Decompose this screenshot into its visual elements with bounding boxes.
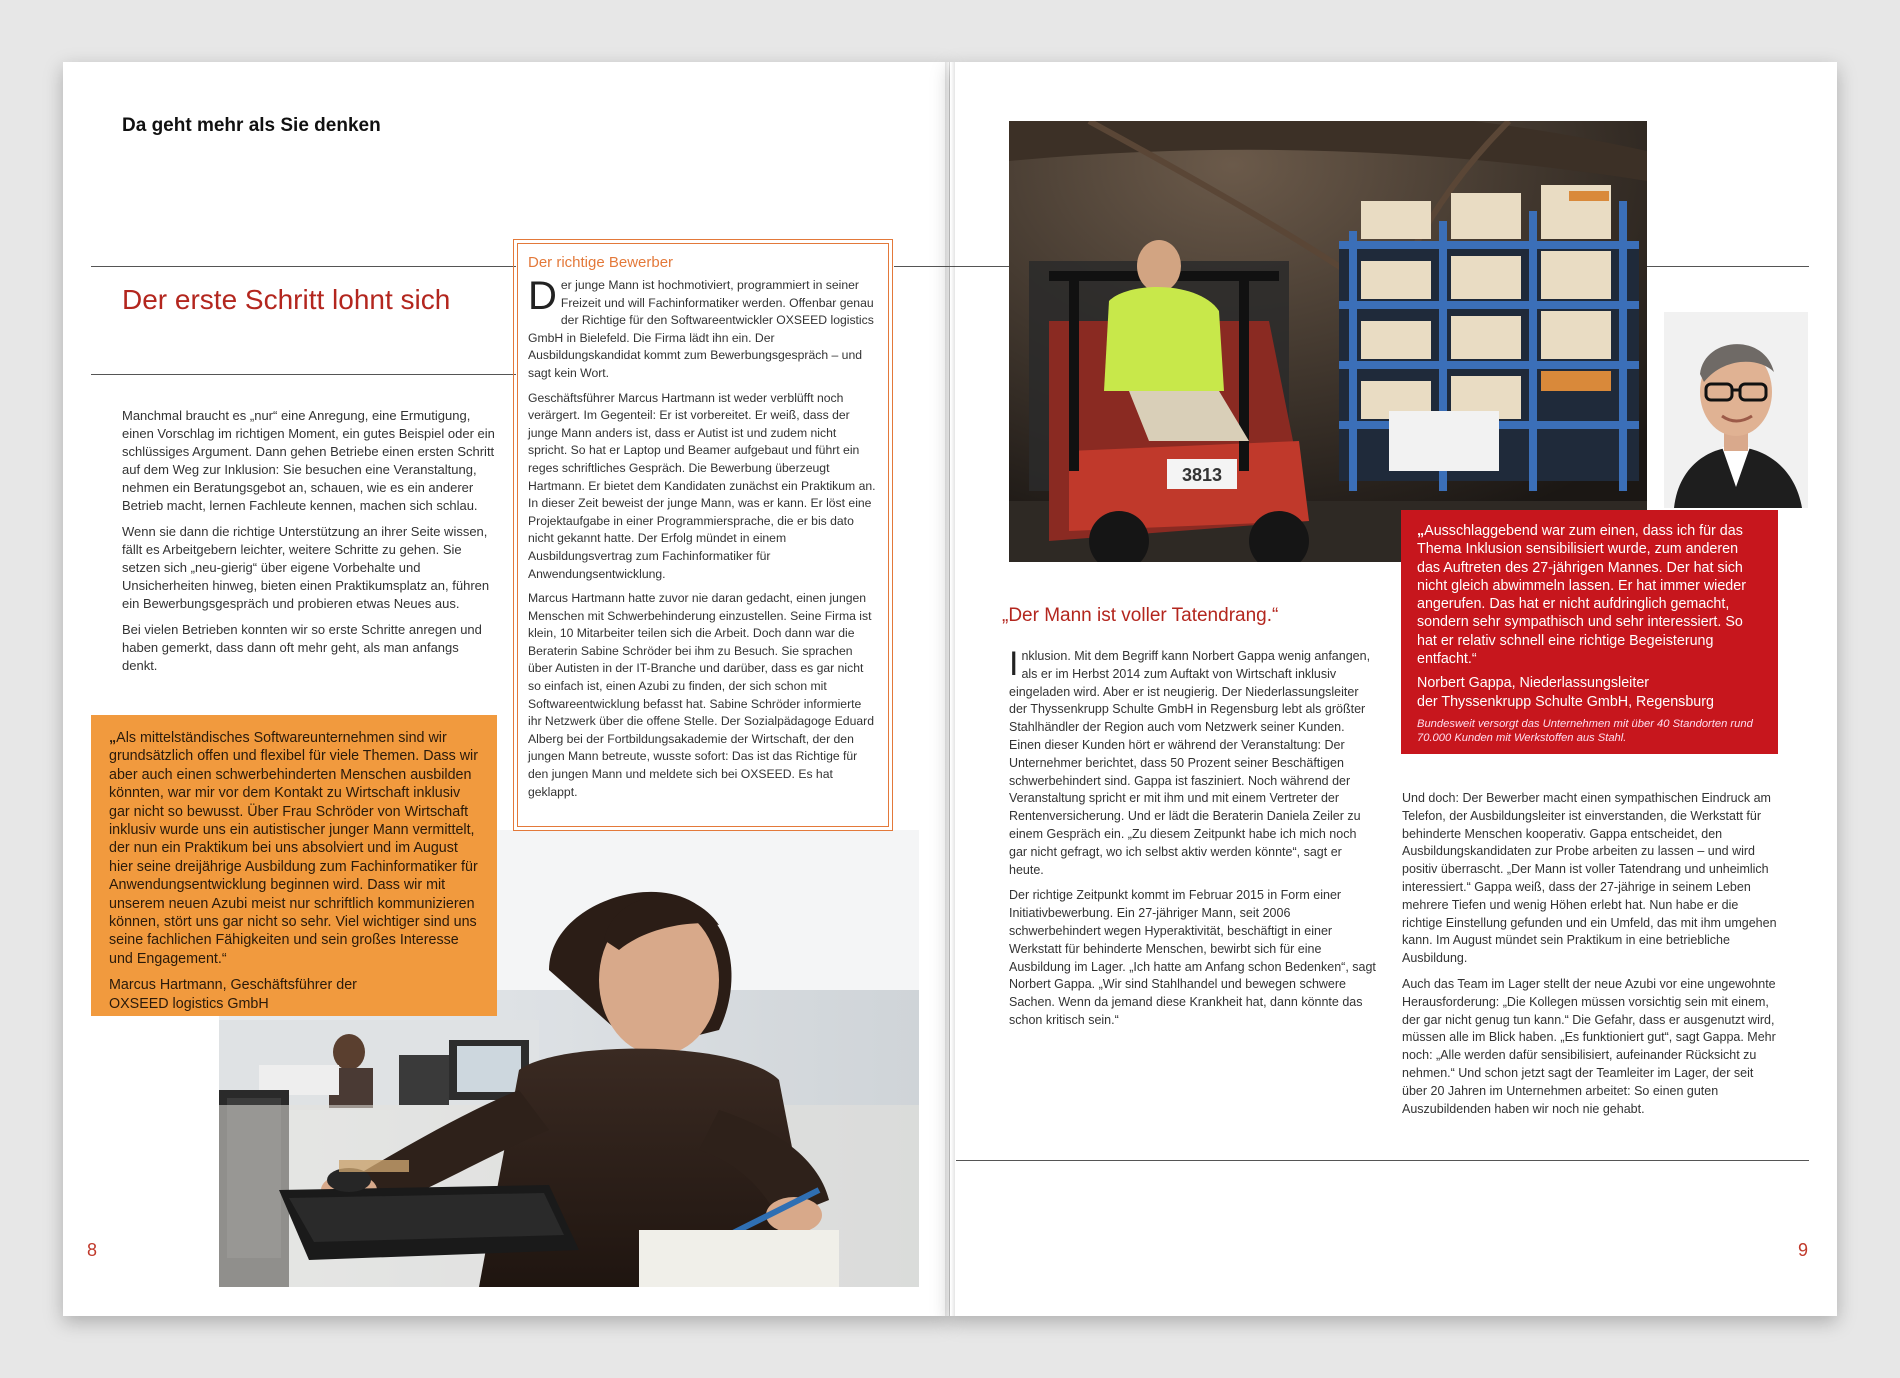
quote-body: Ausschlaggebend war zum einen, dass ich für das Thema Inklusion sensibilisiert wurde, zum anderen das Auftreten des 27-jährigen Mannes. Der hat sich nicht gleich abwimmeln lassen. Er hat immer wieder angerufen. Das hat er nicht aufdringlich gemacht, sondern sehr sympathisch und sehr interessiert. So hat er relativ schnell eine richtige Begeisterung entfacht.“ [1417, 523, 1746, 668]
rule-bottom-right [956, 1160, 1809, 1161]
column-paragraph: Auch das Team im Lager stellt der neue Azubi vor eine ungewohnte Herausforderung: „Die Kollegen müssen vorsichtig sein mit einem, der gar nicht genug tun kann.“ Die Gefahr, dass er ausgenutzt wird, müssen alle im Blick haben. „Es funktioniert gut“, sagt Gappa. Mehr noch: „Alle werden dafür sensibilisiert, aufeinander Rücksicht zu nehmen.“ Und schon jetzt sagt der Teamleiter im Lager, der seit über 20 Jahren im Unternehmen arbeitet: So einen guten Auszubildenden haben wir noch nie gehabt. [1402, 976, 1776, 1116]
red-quote-author [1417, 674, 1762, 711]
rule-top-right [1647, 266, 1809, 267]
box-paragraph: Marcus Hartmann hatte zuvor nie daran gedacht, einen jungen Menschen mit Schwerbehinderung einzustellen. Seine Firma ist klein, 10 Mitarbeiter teilen sich die Arbeit. Doch dann war die Beraterin Sabine Schröder bei ihm zu Besuch. Sie sprachen über Autisten in der IT-Branche und darüber, dass es gar nicht so einfach ist, einen Azubi zu finden, der sich schon mit Softwareentwicklung befasst hat. Sabine Schröder informierte ihr Netzwerk über die offene Stelle. Der Sozialpädagoge Eduard Alberg bei der Fortbildungsakademie der Wirtschaft, der den jungen Mann betreute, wusste sofort: Das ist das Richtige für den jungen Mann und meldete sich bei OXSEED. Es hat geklappt. [528, 591, 874, 799]
red-quote-note: Bundesweit versorgt das Unternehmen mit über 40 Standorten rund 70.000 Kunden mit Werkstoffen aus Stahl. [1417, 717, 1753, 744]
page-number-left: 8 [87, 1240, 98, 1260]
rule-bottom-left [91, 374, 516, 375]
quote-open-mark: „ [109, 730, 117, 746]
quote-author [109, 976, 483, 1013]
headline-left: Der erste Schritt lohnt sich [122, 284, 451, 315]
warehouse-photo-illustration [1009, 121, 1647, 562]
quote-author-line: Marcus Hartmann, Geschäftsführer der [109, 977, 357, 994]
intro-paragraph: Manchmal braucht es „nur“ eine Anregung, eine Ermutigung, einen Vorschlag im richtigen Moment, ein gutes Beispiel oder ein schlüssiges Argument. Dann gehen Betriebe einen ersten Schritt auf dem Weg zur Inklusion: Sie besuchen eine Veranstaltung, nehmen ein Beratungsgebot an, schauen, wie es ein anderer Betrieb macht, lernen Fachleute kennen, machen sich schlau. [122, 408, 495, 513]
quote-author-line: der Thyssenkrupp Schulte GmbH, Regensburg [1417, 693, 1714, 710]
quote-open-mark: „ [1417, 523, 1425, 539]
dropcap: D [528, 274, 557, 318]
box-text [528, 274, 878, 801]
intro-text [122, 407, 496, 683]
column-paragraph: Der richtige Zeitpunkt kommt im Februar 2015 in Form einer Initiativbewerbung. Ein 27-jähriger Mann, seit 2006 schwerbehindert wegen Hyperaktivität, beschäftigt in einer Werkstatt für behinderte Menschen, bewirbt sich für eine Ausbildung im Lager. „Ich hatte am Anfang schon Bedenken“, sagt Norbert Gappa. „Wir sind Stahlhandel und bewegen schwere Sachen. Wenn da jemand diese Krankheit hat, dann könnte das schon kritisch sein.“ [1009, 888, 1376, 1027]
book-spine [945, 62, 955, 1316]
dropcap: I [1009, 645, 1019, 683]
intro-paragraph: Bei vielen Betrieben konnten wir so erste Schritte anregen und haben gemerkt, dass dann oft mehr geht, als man anfangs denkt. [122, 622, 482, 673]
red-quote-box [1401, 510, 1778, 754]
column-paragraph: Und doch: Der Bewerber macht einen sympathischen Eindruck am Telefon, der Ausbildungsleiter ist einverstanden, die Werkstatt für behinderte Menschen kooperativ. Gappa entscheidet, den Ausbildungskandidaten zur Probe arbeiten zu lassen – und wird positiv überrascht. „Der Mann ist voller Tatendrang und unheimlich interessiert.“ Gappa weiß, dass der 27-jährige in seinem Leben mehrere Tiefen und wenig Höhen erlebt hat. Nun habe er die richtige Einstellung gefunden und ein Umfeld, das mit ihm umgehen kann. Im August mündet sein Praktikum in eine betriebliche Ausbildung. [1402, 791, 1777, 966]
column-paragraph: nklusion. Mit dem Begriff kann Norbert Gappa wenig anfangen, als er im Herbst 2014 zum Auftakt von Wirtschaft inklusiv eingeladen wird. Aber er ist neugierig. Der Niederlassungsleiter der Thyssenkrupp Schulte GmbH in Regensburg lebt als größter Stahlhändler der Region auch vom Netzwerk seiner Kunden. Einen dieser Kunden hört er während der Veranstaltung: Der Unternehmer berichtet, dass 50 Prozent seiner Beschäftigen schwerbehindert sind. Gappa ist fasziniert. Noch während der Veranstaltung spricht er mit ihm und mit einem Vertreter der Rentenversicherung. Und er lädt die Beraterin Daniela Zeiler zu einem Gespräch ein. „Zu diesem Zeitpunkt habe ich mich noch gar nicht gefragt, wo ich selbst aktiv werden könnte“, sagt er heute. [1009, 649, 1371, 877]
quote-author-line: OXSEED logistics GmbH [109, 995, 269, 1012]
box-paragraph: er junge Mann ist hochmotiviert, programmiert in seiner Freizeit und will Fachinformatiker werden. Offenbar genau der Richtige für den Softwareentwickler OXSEED logistics GmbH in Bielefeld. Die Firma lädt ihn ein. Der Ausbildungskandidat kommt zum Bewerbungsgespräch – und sagt kein Wort. [528, 278, 874, 380]
portrait-photo [1664, 312, 1808, 508]
page-number-right: 9 [1798, 1240, 1809, 1260]
story-box [517, 243, 889, 827]
headline-right: „Der Mann ist voller Tatendrang.“ [1002, 605, 1279, 626]
portrait-illustration [1664, 312, 1808, 508]
rule-top-left [91, 266, 516, 267]
red-quote-text [1417, 522, 1762, 668]
right-column-2 [1402, 790, 1777, 1126]
quote-text [109, 729, 483, 968]
right-column-1 [1009, 645, 1377, 1038]
box-paragraph: Geschäftsführer Marcus Hartmann ist weder verblüfft noch verärgert. Im Gegenteil: Er ist vorbereitet. Er weiß, dass der junge Mann anders ist, dass er Autist ist und zudem nicht spricht. So hat er Laptop und Beamer aufgebaut und führt ein reges schriftliches Gespräch. Die Bewerbung überzeugt Hartmann. Er bietet dem Kandidaten zunächst ein Praktikum an. In dieser Zeit beweist der junge Mann, was er kann. Er löst eine Projektaufgabe in einer Programmiersprache, die er bis dato nicht gekannt hatte. Der Erfolg mündet in einem Ausbildungsvertrag zum Fachinformatiker für Anwendungsentwicklung. [528, 390, 876, 581]
warehouse-photo [1009, 121, 1647, 562]
quote-body: Als mittelständisches Softwareunternehmen sind wir grundsätzlich offen und flexibel für viele Themen. Dass wir aber auch einen schwerbehinderten Menschen ausbilden könnten, war mir vor dem Kontakt zu Wirtschaft inklusiv gar nicht so bewusst. Über Frau Schröder von Wirtschaft inklusiv wurde uns ein autistischer junger Mann vermittelt, der nun ein Praktikum bei uns absolviert und im August hier seine dreijährige Ausbildung zum Fachinformatiker für Anwendungsentwicklung beginnen wird. Dass wir mit unserem neuen Azubi meist nur schriftlich kommunizieren können, stört uns gar nicht so sehr. Viel wichtiger sind uns seine fachlichen Fähigkeiten und sein großes Interesse und Engagement.“ [109, 730, 478, 967]
section-label: Da geht mehr als Sie denken [122, 115, 381, 136]
intro-paragraph: Wenn sie dann die richtige Unterstützung an ihrer Seite wissen, fällt es Arbeitgebern leichter, weitere Schritte zu gehen. Sie setzen sich „neu-gierig“ über eigene Vorbehalte und Unsicherheiten hinweg, bieten einen Praktikumsplatz an, führen ein Bewerbungsgespräch und probieren etwas Neues aus. [122, 524, 490, 611]
box-title: Der richtige Bewerber [528, 254, 674, 271]
quote-author-line: Norbert Gappa, Niederlassungsleiter [1417, 675, 1650, 692]
orange-quote-box [91, 715, 497, 1016]
forklift-number: 3813 [1181, 465, 1223, 485]
